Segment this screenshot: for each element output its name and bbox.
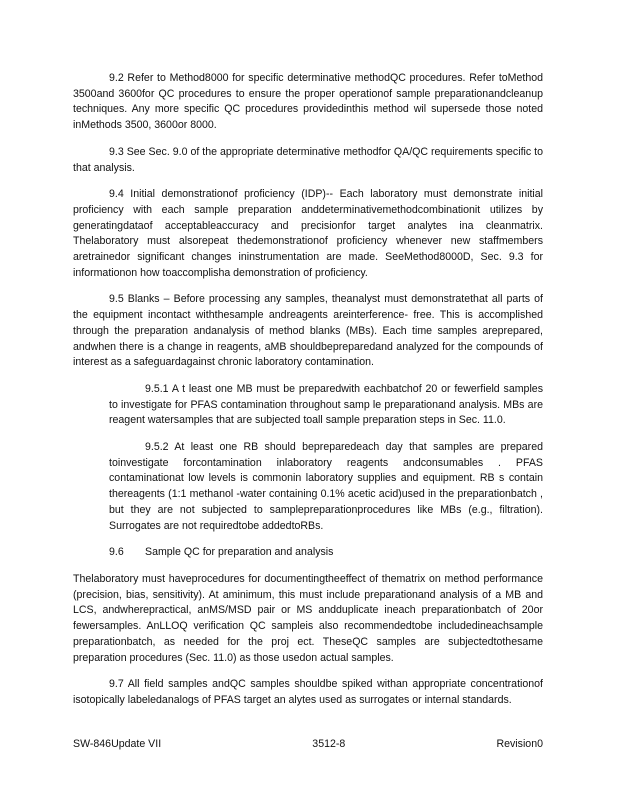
section-heading-9-6 (109, 545, 543, 561)
page-footer (73, 737, 543, 753)
section-title: Sample QC for preparation and analysis (145, 546, 334, 559)
footer-revision: Revision0 (496, 738, 543, 750)
footer-page-number: 3512-8 (312, 738, 346, 750)
section-number: 9.6 (109, 546, 124, 559)
paragraph-9-2: 9.2 Refer to Method8000 for specific determinative methodQC procedures. Refer toMethod 3500and 3600for QC procedures to ensure the proper operationof sample preparationandcleanup techniques. Any more specific QC procedures providedinthis method wil supersede those noted inMethods 3500, 3600or 8000. (73, 72, 543, 132)
paragraph-9-6-body: Thelaboratory must haveprocedures for documentingtheeffect of thematrix on method performance (precision, bias, sensitivity). At aminimum, this must include preparationand analysis of a MB and LCS, andwherepractical, anMS/MSD pair or MS andduplicate ineach preparationbatch of 20or fewersamples. AnLLOQ verification QC sampleis also recommendedtobe includedineachsample preparationbatch, as needed for the proj ect. TheseQC samples are subjectedtothesame preparation procedures (Sec. 11.0) as those usedon actual samples. (73, 572, 543, 664)
subparagraph-9-5-2: 9.5.2 At least one RB should bepreparedeach day that samples are prepared toinvestigate forcontamination inlaboratory reagents andconsumables . PFAS contaminationat low levels is commonin laboratory supplies and equipment. RB s contain thereagents (1:1 methanol -water containing 0.1% acetic acid)used in the preparationbatch , but they are not subjected to samplepreparationprocedures like MBs (e.g., filtration). Surrogates are not requiredtobe addedtoRBs. (109, 441, 543, 532)
subparagraph-9-5-1: 9.5.1 A t least one MB must be preparedwith eachbatchof 20 or fewerfield samples to investigate for PFAS contamination throughout samp le preparationand analysis. MBs are reagent watersamples that are subjected toall sample preparation steps in Sec. 11.0. (109, 382, 543, 427)
paragraph-9-4: 9.4 Initial demonstrationof proficiency (IDP)-- Each laboratory must demonstrate initial proficiency with each sample preparation anddeterminativemethodcombinationit utilizes by generatingdataof acceptableaccuracy and precisionfor target analytes ina cleanmatrix. Thelaboratory must alsorepeat thedemonstrationof proficiency whenever new staffmembers aretrainedor significant changes ininstrumentation are made. SeeMethod8000D, Sec. 9.3 for informationon how toaccomplisha demonstration of proficiency. (73, 188, 543, 279)
paragraph-9-5: 9.5 Blanks – Before processing any samples, theanalyst must demonstratethat all parts of the equipment incontact withthesample andreagents areinterference- free. This is accomplished through the preparation andanalysis of method blanks (MBs). Each time samples areprepared, andwhen there is a change in reagents, aMB shouldbepreparedand analyzed for the compounds of interest as a safeguardagainst chronic laboratory contamination. (73, 293, 543, 369)
paragraph-9-3: 9.3 See Sec. 9.0 of the appropriate determinative methodfor QA/QC requirements specific to that analysis. (73, 145, 543, 174)
document-page (73, 71, 543, 720)
footer-document-id: SW-846Update VII (73, 738, 162, 750)
paragraph-9-7: 9.7 All field samples andQC samples shouldbe spiked withan appropriate concentrationof isotopically labeledanalogs of PFAS target an alytes used as surrogates or internal standards. (73, 678, 543, 706)
